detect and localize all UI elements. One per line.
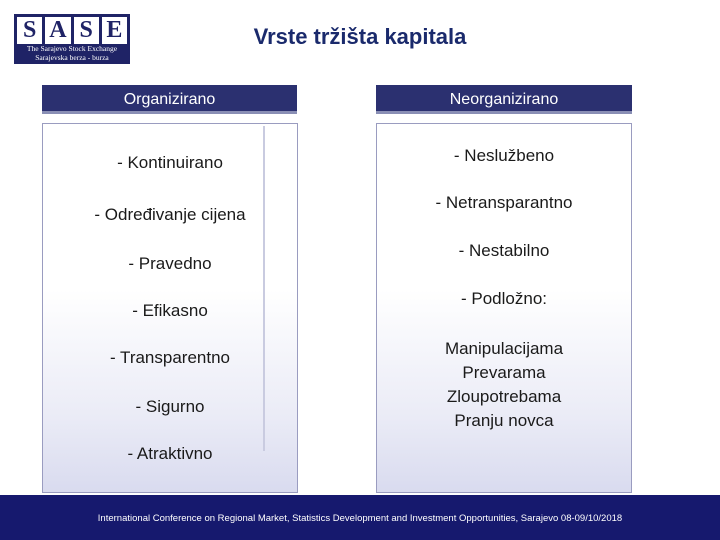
logo-tagline-en: The Sarajevo Stock Exchange — [26, 44, 118, 53]
slide-title: Vrste tržišta kapitala — [253, 24, 467, 49]
organized-header: Organizirano — [42, 85, 297, 114]
susceptibility-list — [376, 337, 632, 433]
unorganized-item: - Netransparantno — [435, 193, 573, 212]
organized-item: - Određivanje cijena — [94, 205, 246, 224]
unorganized-header: Neorganizirano — [376, 85, 632, 114]
logo-letter: E — [102, 17, 127, 44]
unorganized-item: - Nestabilno — [458, 241, 550, 260]
susceptibility-item: Pranju novca — [454, 411, 554, 430]
organized-item: - Efikasno — [132, 301, 208, 320]
unorganized-item: - Neslužbeno — [453, 146, 555, 165]
organized-item: - Transparentno — [109, 348, 230, 367]
susceptibility-item: Prevarama — [462, 363, 546, 382]
footer-text: International Conference on Regional Market, Statistics Development and Investment Opportunities, Sarajevo 08-09/10/2018 — [97, 513, 623, 524]
susceptibility-item: Manipulacijama — [444, 339, 564, 358]
organized-item: - Kontinuirano — [117, 153, 223, 172]
susceptibility-item: Zloupotrebama — [446, 387, 562, 406]
logo-letter: A — [45, 17, 70, 44]
unorganized-item: - Podložno: — [461, 289, 547, 308]
logo-tagline-local: Sarajevska berza - burza — [35, 53, 109, 62]
logo-letter: S — [17, 17, 42, 44]
logo-letter: S — [74, 17, 99, 44]
page-number: 4 — [670, 470, 678, 486]
organized-item: - Sigurno — [135, 397, 205, 416]
organized-item: - Pravedno — [128, 254, 212, 273]
organized-item: - Atraktivno — [127, 444, 213, 463]
